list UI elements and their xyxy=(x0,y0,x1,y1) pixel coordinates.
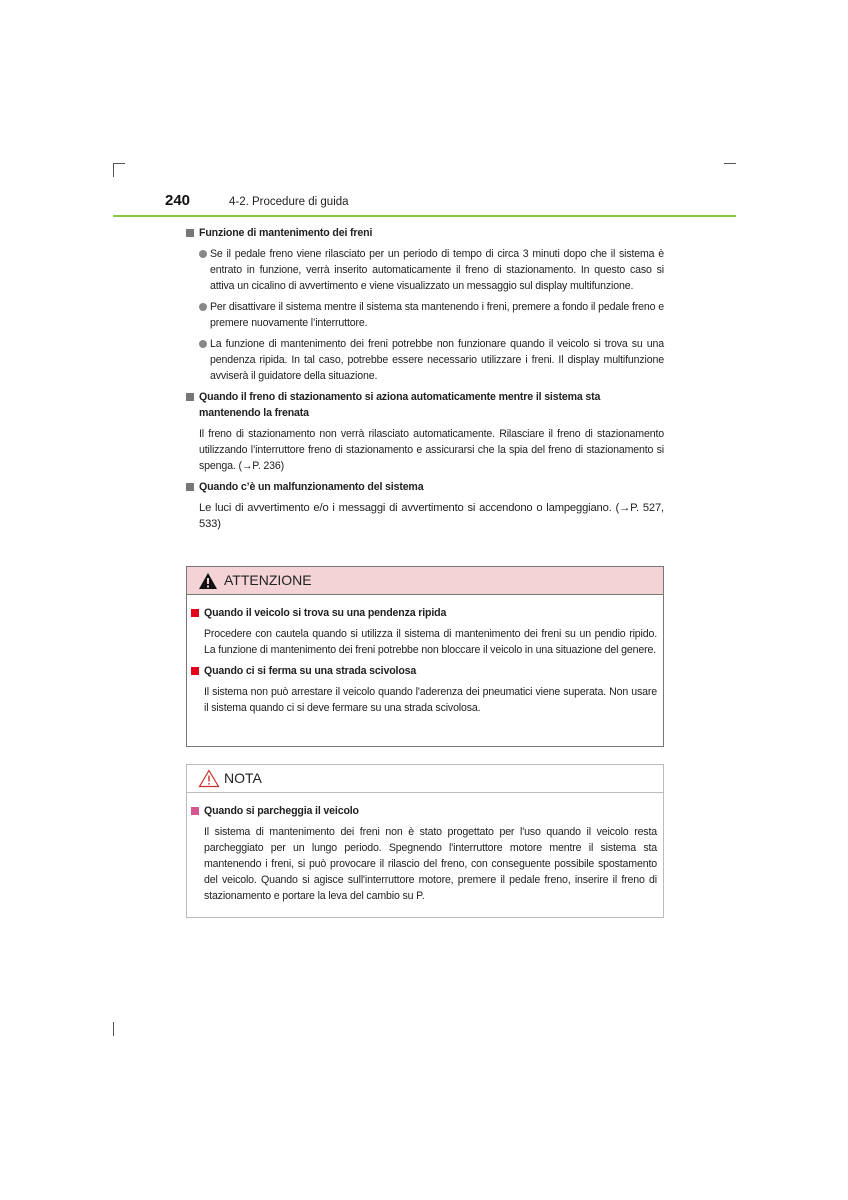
warning-item-text: Procedere con cautela quando si utilizza il sistema di mantenimento dei freni su un pendio ripido. La funzione di mantenimento dei freni potrebbe non bloccare il veicolo in una situazione del genere. xyxy=(204,628,657,656)
square-bullet-icon xyxy=(191,667,199,675)
crop-mark xyxy=(724,163,736,164)
round-bullet-icon xyxy=(199,303,207,311)
section-heading: Quando c’è un malfunzionamento del sistema xyxy=(186,479,664,495)
warning-item-heading: Quando ci si ferma su una strada scivolosa xyxy=(191,663,657,679)
round-bullet-icon xyxy=(199,250,207,258)
square-bullet-icon xyxy=(191,807,199,815)
list-item: Per disattivare il sistema mentre il sistema sta mantenendo i freni, premere a fondo il pedale freno e premere nuovamente l’interruttore. xyxy=(186,299,664,331)
note-body xyxy=(187,793,663,904)
crop-mark xyxy=(113,163,114,177)
square-bullet-icon xyxy=(186,393,194,401)
square-bullet-icon xyxy=(191,609,199,617)
note-label: NOTA xyxy=(224,770,262,786)
section-heading: Funzione di mantenimento dei freni xyxy=(186,225,664,241)
paragraph: Il freno di stazionamento non verrà rilasciato automaticamente. Rilasciare il freno di stazionamento utilizzando l’interruttore freno di stazionamento e assicurarsi che la spia del freno di stazionamento si spenga. (→P. 236) xyxy=(199,428,664,472)
square-bullet-icon xyxy=(186,229,194,237)
warning-body xyxy=(187,595,663,716)
section-heading: Quando il freno di stazionamento si aziona automaticamente mentre il sistema sta mantenendo la frenata xyxy=(186,389,664,421)
warning-item-text: Il sistema non può arrestare il veicolo quando l'aderenza dei pneumatici viene superata. Non usare il sistema quando ci si deve fermare su una strada scivolosa. xyxy=(204,686,657,714)
note-item-text: Il sistema di mantenimento dei freni non è stato progettato per l'uso quando il veicolo resta parcheggiato per un lungo periodo. Spegnendo l'interruttore motore mentre il sistema sta mantenendo i freni, si può provocare il rilascio del freno, con conseguente possibile spostamento del veicolo. Quando si agisce sull'interruttore motore, premere il pedale freno, inserire il freno di stazionamento e portare la leva del cambio su P. xyxy=(204,826,657,902)
main-content xyxy=(186,225,664,532)
warning-item-heading: Quando il veicolo si trova su una pendenza ripida xyxy=(191,605,657,621)
list-item: Se il pedale freno viene rilasciato per un periodo di tempo di circa 3 minuti dopo che il sistema è entrato in funzione, verrà inserito automaticamente il freno di stazionamento. In questo caso si attiva un cicalino di avvertimento e viene visualizzato un messaggio sul display multifunzione. xyxy=(186,246,664,294)
crop-mark xyxy=(113,163,125,164)
note-box xyxy=(186,764,664,918)
paragraph: Le luci di avvertimento e/o i messaggi di avvertimento si accendono o lampeggiano. (→P. 527, 533) xyxy=(199,502,664,530)
warning-box xyxy=(186,566,664,747)
note-item-heading: Quando si parcheggia il veicolo xyxy=(191,803,657,819)
square-bullet-icon xyxy=(186,483,194,491)
warning-outline-icon xyxy=(198,769,220,788)
warning-header xyxy=(187,567,663,595)
crop-mark xyxy=(113,1022,114,1036)
header-rule xyxy=(113,215,736,217)
note-header xyxy=(187,765,663,793)
warning-triangle-icon xyxy=(198,572,218,590)
section-title: 4-2. Procedure di guida xyxy=(229,196,349,208)
warning-label: ATTENZIONE xyxy=(224,572,312,588)
round-bullet-icon xyxy=(199,340,207,348)
page-number: 240 xyxy=(165,192,191,209)
list-item: La funzione di mantenimento dei freni potrebbe non funzionare quando il veicolo si trova su una pendenza ripida. In tal caso, potrebbe essere necessario utilizzare i freni. Il display multifunzione avviserà il guidatore della situazione. xyxy=(186,336,664,384)
